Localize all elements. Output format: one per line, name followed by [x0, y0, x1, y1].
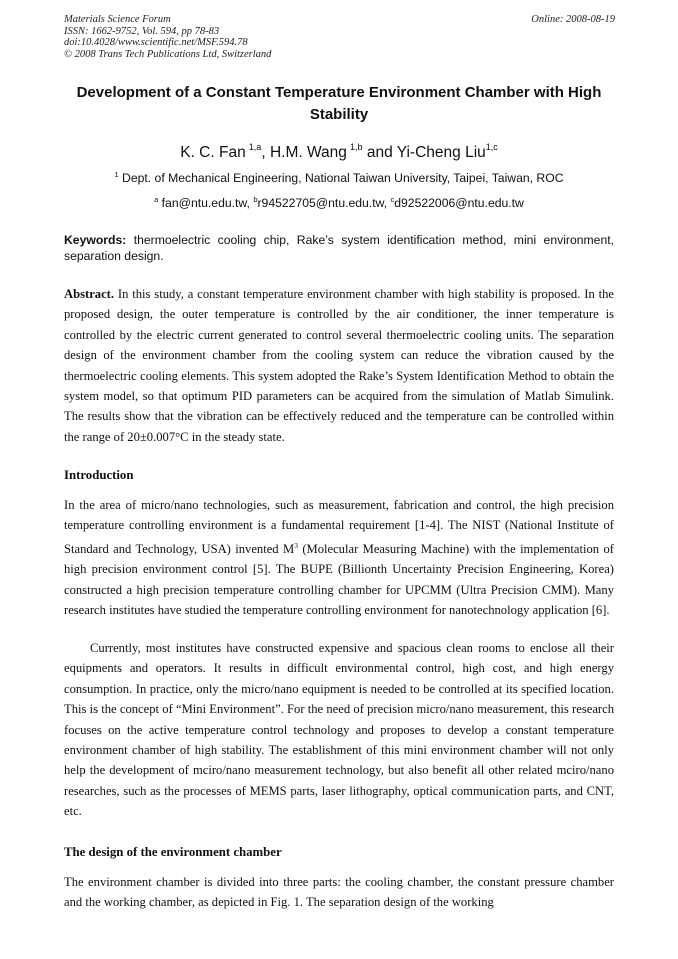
- author-separator: ,: [261, 144, 270, 161]
- affiliation-text: Dept. of Mechanical Engineering, National Taiwan University, Taipei, Taiwan, ROC: [118, 171, 564, 185]
- journal-header: [64, 14, 271, 60]
- author-name: Yi-Cheng Liu: [396, 144, 486, 161]
- paragraph-text: In the area of micro/nano technologies, such as measurement, fabrication and control, the high precision temperature controlling environment is a fundamental requirement [1-4]. The NIST (National Institute of Standard and Technology, USA) invented M: [64, 498, 614, 556]
- section-heading: Introduction: [64, 468, 134, 482]
- keywords: [64, 232, 614, 264]
- author-name: K. C. Fan: [180, 144, 246, 161]
- paragraph: The environment chamber is divided into three parts: the cooling chamber, the constant pressure chamber and the working chamber, as depicted in Fig. 1. The separation design of the working: [64, 875, 614, 910]
- email-a: fan@ntu.edu.tw,: [158, 196, 254, 210]
- keywords-text: thermoelectric cooling chip, Rake’s system identification method, mini environment, separation design.: [64, 233, 614, 263]
- journal-name: Materials Science Forum: [64, 14, 171, 25]
- email-c: d92522006@ntu.edu.tw: [394, 196, 524, 210]
- email-mark: b: [253, 195, 258, 204]
- paper-title: Development of a Constant Temperature Environment Chamber with High Stability: [76, 84, 602, 123]
- abstract: [64, 284, 614, 447]
- author-emails: [64, 195, 614, 210]
- affiliation-mark: 1: [114, 170, 119, 179]
- author-affiliation-mark: 1,a: [248, 142, 262, 152]
- online-date: Online: 2008-08-19: [531, 14, 615, 25]
- paragraph-text: (Molecular Measuring Machine) with the implementation of high precision environment control [5]. The BUPE (Billionth Uncertainty Precision Engineering, Korea) constructed a high precision temperature controlling chamber for UPCMM (Ultra Precision CMM). Many research institutes have studied the temperature controlling environment for nanotechnology application [6].: [64, 541, 614, 618]
- author-separator: and: [362, 144, 397, 161]
- email-mark: c: [390, 195, 395, 204]
- issn-line: ISSN: 1662-9752, Vol. 594, pp 78-83: [64, 25, 220, 37]
- abstract-label: Abstract.: [64, 287, 115, 301]
- author-name: H.M. Wang: [269, 144, 347, 161]
- author-list: [64, 142, 614, 162]
- author-affiliation-mark: 1,c: [485, 142, 498, 152]
- doi-line: doi:10.4028/www.scientific.net/MSF.594.78: [64, 37, 248, 49]
- paragraph: Currently, most institutes have constructed expensive and spacious clean rooms to enclose all their equipments and operators. It results in difficult environmental control, high cost, and high energy consumption. In practice, only the micro/nano equipment is needed to be controlled at its specified location. This is the concept of “Mini Environment”. For the need of precision micro/nano measurement, this research focuses on the active temperature control technology and proposes to develop a constant temperature environment chamber of high stability. The establishment of this mini environment chamber will not only help the development of mciro/nano measurement technology, but also benefit all other related mciro/nano researches, such as the processes of MEMS parts, laser lithography, optical communication parts, and CNT, etc.: [64, 641, 614, 819]
- section-heading: The design of the environment chamber: [64, 845, 282, 859]
- affiliation: [64, 170, 614, 185]
- superscript: 3: [294, 540, 298, 550]
- author-affiliation-mark: 1,b: [350, 142, 363, 152]
- copyright-line: © 2008 Trans Tech Publications Ltd, Switzerland: [64, 48, 272, 60]
- paragraph: [64, 495, 614, 620]
- abstract-text: In this study, a constant temperature environment chamber with high stability is proposed. In the proposed design, the outer temperature is controlled by the air conditioner, the inner temperature is controlled by the electric current generated to control several thermoelectric cooling units. The separation design of the environment chamber from the cooling system can reduce the vibration caused by the thermoelectric cooling elements. This system adopted the Rake’s System Identification Method to obtain the system model, so that optimum PID parameters can be acquired from the simulation of Matlab Simulink. The results show that the vibration can be effectively reduced and the temperature can be controlled within the range of 20±0.007°C in the steady state.: [64, 287, 614, 444]
- email-b: r94522705@ntu.edu.tw,: [257, 196, 391, 210]
- keywords-label: Keywords:: [64, 233, 127, 247]
- email-mark: a: [154, 195, 159, 204]
